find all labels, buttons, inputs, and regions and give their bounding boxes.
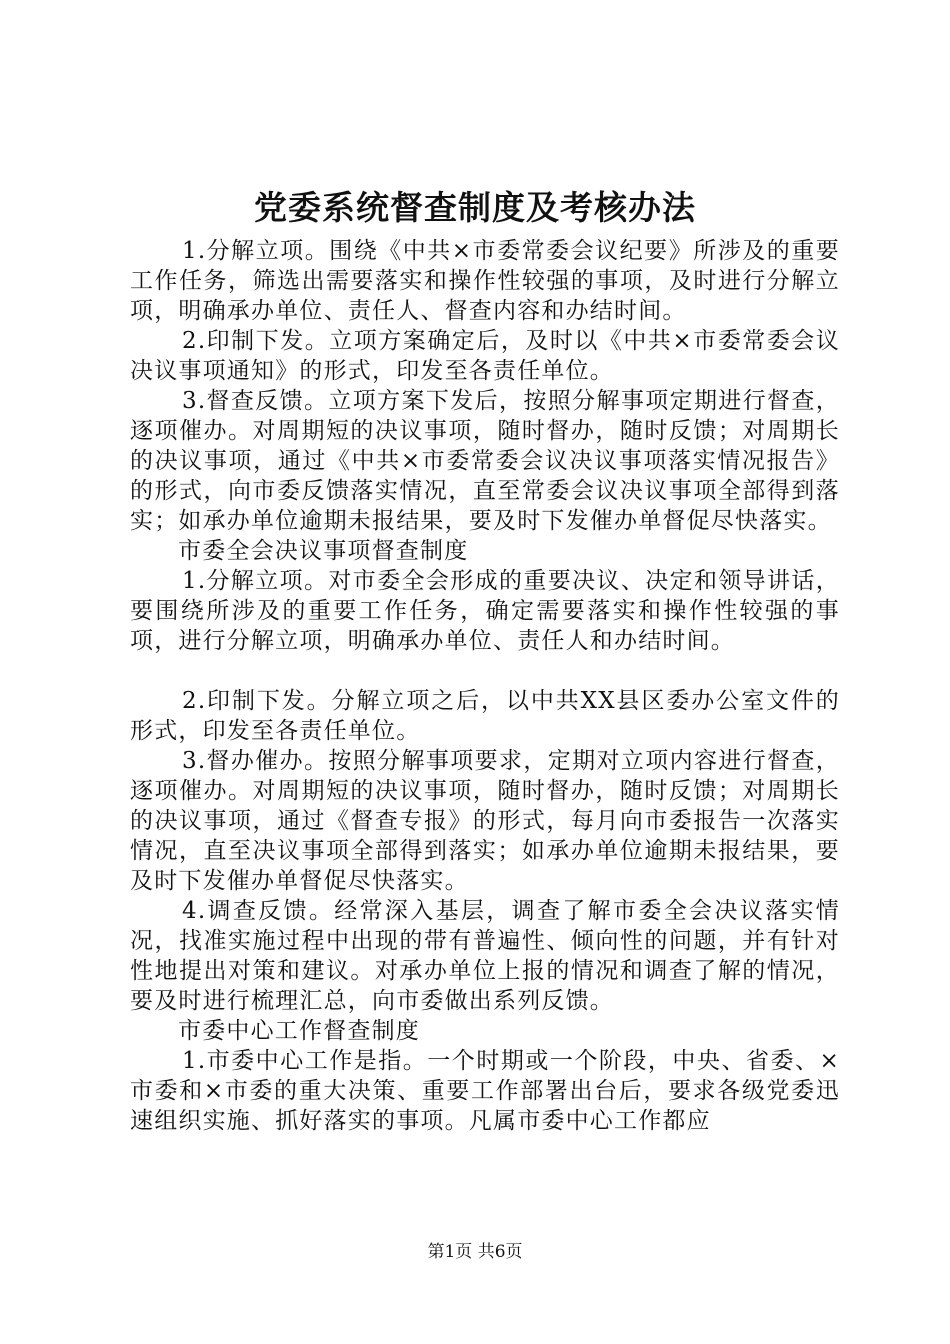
paragraph-central-work-definition: 1.市委中心工作是指。一个时期或一个阶段，中央、省委、×市委和×市委的重大决策、重要工作部署出台后，要求各级党委迅速组织实施、抓好落实的事项。凡属市委中心工作都应: [130, 1048, 840, 1134]
paragraph-plenary-urge: 3.督办催办。按照分解事项要求，定期对立项内容进行督查，逐项催办。对周期短的决议事项，随时督办，随时反馈；对周期长的决议事项，通过《督查专报》的形式，每月向市委报告一次落实情况，直至决议事项全部得到落实；如承办单位逾期未报结果，要及时下发催办单督促尽快落实。: [130, 748, 840, 894]
paragraph-print-distribute: 2.印制下发。立项方案确定后，及时以《中共×市委常委会议决议事项通知》的形式，印发至各责任单位。: [130, 328, 840, 384]
document-title: 党委系统督查制度及考核办法: [254, 188, 696, 227]
paragraph-plenary-decompose: 1.分解立项。对市委全会形成的重要决议、决定和领导讲话，要围绕所涉及的重要工作任务，确定需要落实和操作性较强的事项，进行分解立项，明确承办单位、责任人和办结时间。: [130, 568, 840, 654]
page-number: 第1页 共6页: [427, 1242, 523, 1262]
section-heading-central-work: 市委中心工作督查制度: [178, 1018, 420, 1044]
section-heading-plenary: 市委全会决议事项督查制度: [178, 538, 469, 564]
paragraph-decompose-items: 1.分解立项。围绕《中共×市委常委会议纪要》所涉及的重要工作任务，筛选出需要落实和操作性较强的事项，及时进行分解立项，明确承办单位、责任人、督查内容和办结时间。: [130, 238, 840, 324]
paragraph-supervise-feedback: 3.督查反馈。立项方案下发后，按照分解事项定期进行督查，逐项催办。对周期短的决议事项，随时督办，随时反馈；对周期长的决议事项，通过《中共×市委常委会议决议事项落实情况报告》的形式，向市委反馈落实情况，直至常委会议决议事项全部得到落实；如承办单位逾期未报结果，要及时下发催办单督促尽快落实。: [130, 388, 840, 534]
document-body: [130, 236, 840, 1136]
paragraph-plenary-investigate: 4.调查反馈。经常深入基层，调查了解市委全会决议落实情况，找准实施过程中出现的带有普遍性、倾向性的问题，并有针对性地提出对策和建议。对承办单位上报的情况和调查了解的情况，要及时进行梳理汇总，向市委做出系列反馈。: [130, 898, 840, 1014]
paragraph-plenary-print: 2.印制下发。分解立项之后，以中共XX县区委办公室文件的形式，印发至各责任单位。: [130, 688, 840, 744]
